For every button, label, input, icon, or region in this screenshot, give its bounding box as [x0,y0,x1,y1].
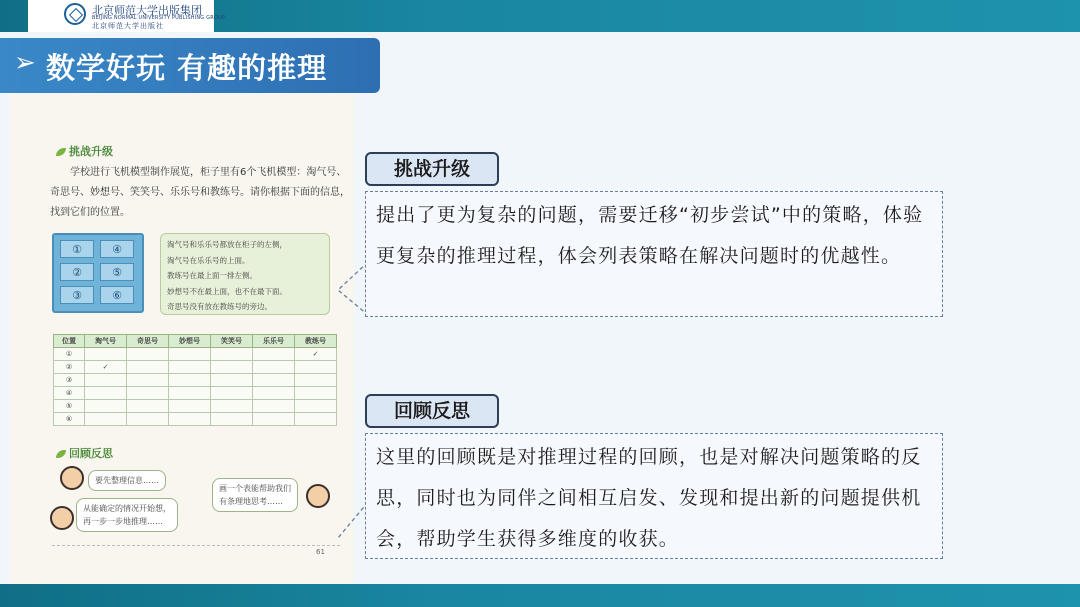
bottom-bar [0,584,1080,607]
slide-title: 数学好玩 有趣的推理 [46,51,328,85]
table-row [54,413,337,426]
review-explanation: 这里的回顾既是对推理过程的回顾，也是对解决问题策略的反思，同时也为同伴之间相互启发、发现和提出新的问题提供机会，帮助学生获得多维度的收获。 [365,433,943,559]
publisher-name-cn-2: 北京师范大学出版社 [92,22,164,30]
table-cell: ⑤ [54,400,85,413]
challenge-explanation: 提出了更为复杂的问题，需要迁移“初步尝试”中的策略，体验更复杂的推理过程，体会列表策略在解决问题时的优越性。 [365,191,943,317]
table-cell [85,374,127,387]
table-cell [169,348,211,361]
table-cell: ④ [54,387,85,400]
leaf-icon [56,450,66,458]
bubble-line: 从能确定的情况开始想， [83,504,171,513]
cabinet-cell: ⑤ [100,263,134,281]
table-cell [295,374,337,387]
table-cell [295,400,337,413]
table-cell: ⑥ [54,413,85,426]
clue-line: 淘气号在乐乐号的上面。 [167,255,250,265]
book-review-heading: 回顾反思 [56,445,113,461]
table-cell [211,374,253,387]
table-row [54,400,337,413]
table-cell: ② [54,361,85,374]
student-avatar [50,506,74,530]
cabinet-cell: ② [60,263,94,281]
speech-bubble [76,498,178,532]
clue-line: 妙想号不在最上面，也不在最下面。 [167,286,287,296]
table-cell [253,374,295,387]
table-header: 乐乐号 [253,335,295,348]
callout-connector [330,260,370,320]
table-cell: ③ [54,374,85,387]
page-divider [52,545,340,546]
table-cell [85,387,127,400]
table-cell [211,348,253,361]
table-cell [127,387,169,400]
table-header: 位置 [54,335,85,348]
table-cell [211,387,253,400]
table-cell [211,361,253,374]
table-cell [253,361,295,374]
logo-emblem-icon [64,3,86,25]
table-cell [253,348,295,361]
table-header: 教练号 [295,335,337,348]
table-header-row [54,335,337,348]
table-cell [169,361,211,374]
cabinet-cell: ⑥ [100,286,134,304]
publisher-name-cn: 北京师范大学出版集团 [92,4,202,17]
title-banner [0,38,380,93]
table-cell [169,413,211,426]
publisher-name-en: BEIJING NORMAL UNIVERSITY PUBLISHING GROUP [92,15,226,21]
table-cell [127,400,169,413]
table-cell [211,400,253,413]
table-row [54,374,337,387]
table-cell [253,400,295,413]
book-problem-text: 学校进行飞机模型制作展览，柜子里有6个飞机模型：淘气号、奇思号、妙想号、笑笑号、乐乐号和教练号。请你根据下面的信息，找到它们的位置。 [50,167,350,218]
review-tag: 回顾反思 [365,394,499,428]
table-cell [295,387,337,400]
table-cell: ✓ [85,361,127,374]
table-header: 奇思号 [127,335,169,348]
table-cell [295,413,337,426]
table-header: 淘气号 [85,335,127,348]
student-avatar [306,484,330,508]
table-row [54,361,337,374]
table-header: 妙想号 [169,335,211,348]
table-cell [127,374,169,387]
challenge-tag: 挑战升级 [365,152,499,186]
table-cell [85,348,127,361]
student-avatar [60,466,84,490]
publisher-logo [28,0,226,32]
table-cell [85,413,127,426]
table-cell: ① [54,348,85,361]
table-cell [211,413,253,426]
leaf-icon [56,148,66,156]
clue-note [160,233,330,315]
table-cell [295,361,337,374]
page-number: 61 [316,548,325,556]
table-header: 笑笑号 [211,335,253,348]
cabinet-cell: ③ [60,286,94,304]
position-table [53,334,337,426]
clue-line: 教练号在最上面一排左侧。 [167,271,257,280]
table-row [54,348,337,361]
book-challenge-heading: 挑战升级 [56,143,113,159]
cabinet-cell: ④ [100,240,134,258]
table-cell [127,348,169,361]
table-cell: ✓ [295,348,337,361]
bubble-line: 再一步一步地推理…… [83,517,163,526]
cabinet-diagram [52,233,144,313]
table-cell [253,387,295,400]
table-row [54,387,337,400]
table-cell [169,400,211,413]
clue-line: 奇思号没有放在教练号的旁边。 [167,302,272,311]
table-cell [253,413,295,426]
cabinet-cell: ① [60,240,94,258]
table-cell [169,374,211,387]
bubble-line: 画一个表能帮助我们 [219,484,291,493]
table-cell [85,400,127,413]
speech-bubble: 要先整理信息…… [88,470,166,491]
arrow-icon: ➢ [14,48,36,78]
bubble-line: 有条理地思考…… [219,497,283,506]
table-cell [127,361,169,374]
clue-line: 淘气号和乐乐号都放在柜子的左侧， [167,240,287,249]
speech-bubble [212,478,298,512]
table-cell [169,387,211,400]
table-cell [127,413,169,426]
